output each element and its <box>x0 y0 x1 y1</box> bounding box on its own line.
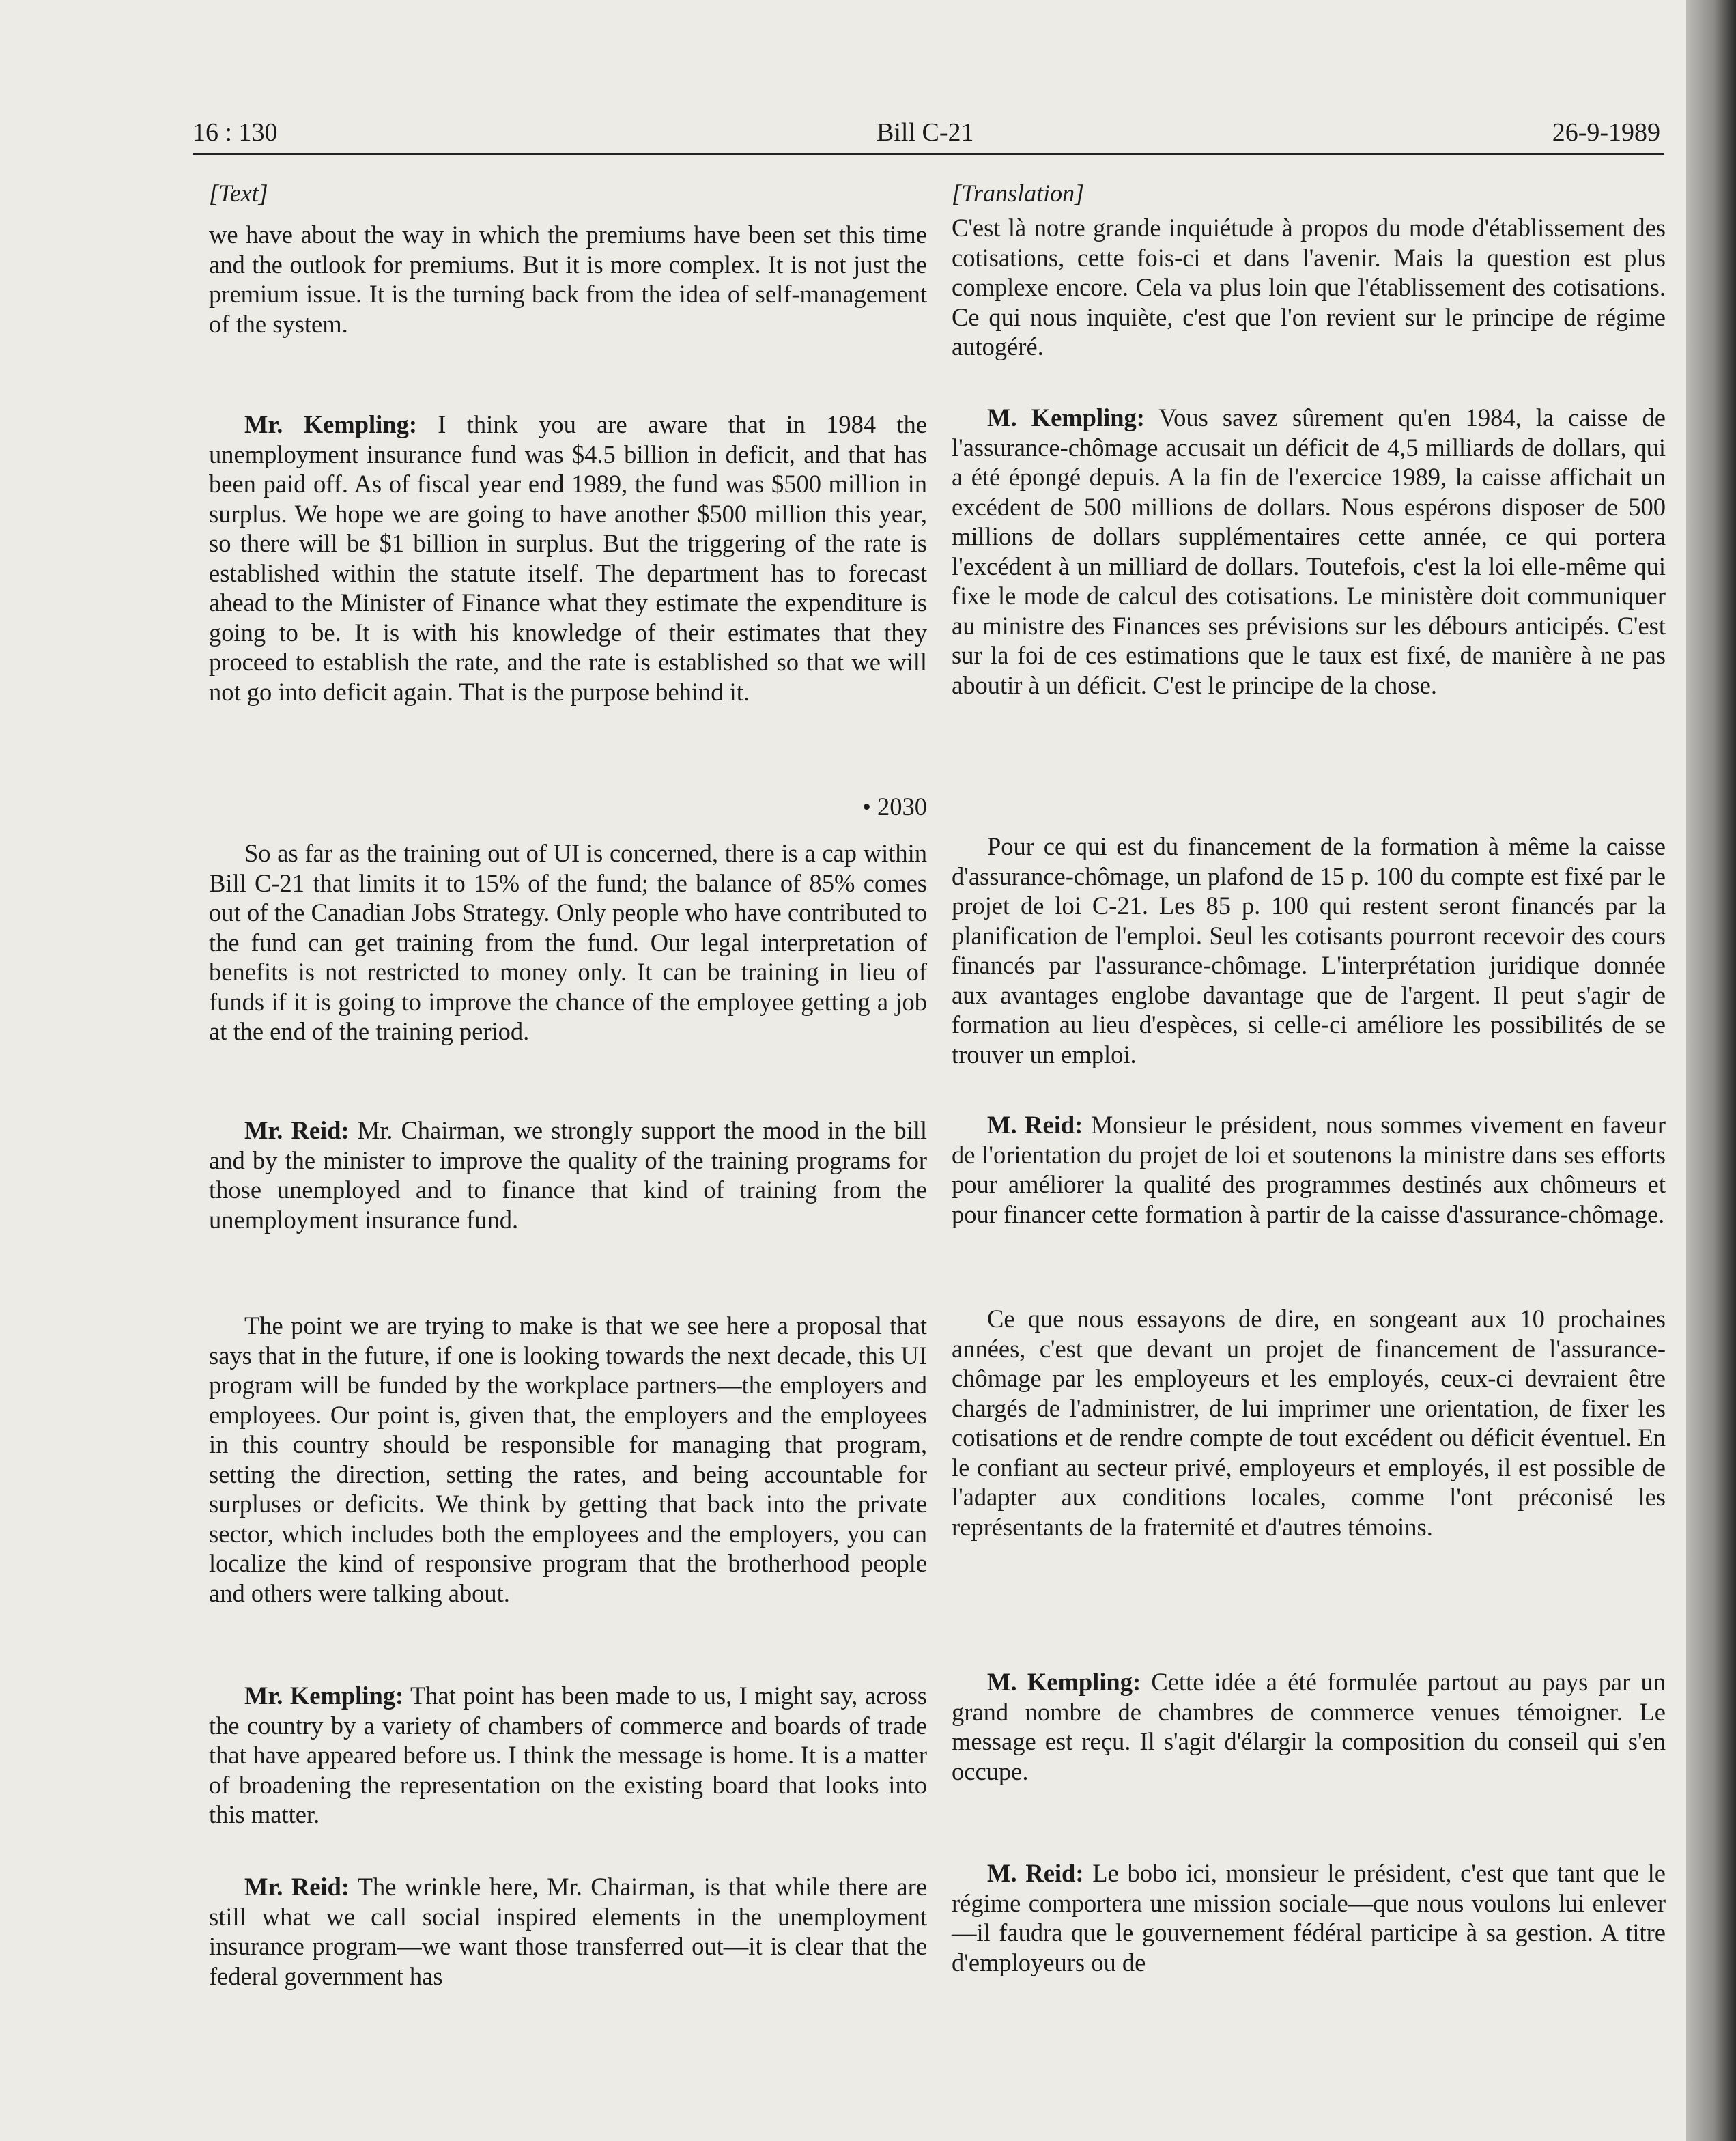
translation-label: [Translation] <box>952 180 1085 207</box>
speaker-name: Mr. Kempling: <box>244 1682 404 1710</box>
paragraph <box>209 1872 927 1991</box>
speaker-name: M. Reid: <box>987 1859 1084 1887</box>
book-spine-shadow <box>1686 0 1736 2141</box>
sitting-date: 26-9-1989 <box>1552 118 1660 147</box>
paragraph <box>952 403 1666 700</box>
speech-text: I think you are aware that in 1984 the unemployment insurance fund was $4.5 billion in deficit, and that has been paid off. As of fiscal year end 1989, the fund was $500 million in surplus. We hope we are going to have another $500 million this year, so there will be $1 billion in surplus. But the triggering of the rate is established within the statute itself. The department has to forecast ahead to the Minister of Finance what they estimate the expenditure is going to be. It is with his knowledge of their estimates that they proceed to establish the rate, and the rate is established so that we will not go into deficit again. That is the purpose behind it. <box>209 410 927 706</box>
bill-title: Bill C-21 <box>877 118 974 147</box>
speech-text: Vous savez sûrement qu'en 1984, la caisse de l'assurance-chômage accusait un déficit de 4,5 milliards de dollars, qui a été épongé depuis. A la fin de l'exercice 1989, la caisse affichait un excédent de 500 millions de dollars. Nous espérons disposer de 500 millions de dollars supplémentaires cette année, ce qui portera l'excédent à un milliard de dollars. Toutefois, c'est la loi elle-même qui fixe le mode de calcul des cotisations. Le ministère doit communiquer au ministre des Finances ses prévisions sur les débours anticipés. C'est sur la foi de ces estimations que le taux est fixé, de manière à ne pas aboutir à un déficit. C'est le principe de la chose. <box>952 403 1666 699</box>
paragraph <box>952 1110 1666 1229</box>
page-number: 16 : 130 <box>193 118 278 147</box>
speaker-name: Mr. Kempling: <box>244 410 418 438</box>
paragraph: The point we are trying to make is that we see here a proposal that says that in the future, if one is looking towards the next decade, this UI program will be funded by the workplace partners—the employers and employees. Our point is, given that, the employers and the employees in this country should be responsible for managing that program, setting the direction, setting the rates, and being accountable for surpluses or deficits. We think by getting that back into the private sector, which includes both the employees and the employers, you can localize the kind of responsive program that the brotherhood people and others were talking about. <box>209 1311 927 1607</box>
timestamp: • 2030 <box>862 793 927 821</box>
paragraph <box>952 1667 1666 1786</box>
speaker-name: Mr. Reid: <box>244 1873 350 1901</box>
speech-text: Mr. Chairman, we strongly support the mood in the bill and by the minister to improve the quality of the training programs for those unemployed and to finance that kind of training from the unemployment insurance fund. <box>209 1116 927 1234</box>
speaker-name: M. Kempling: <box>987 1668 1141 1696</box>
paragraph: C'est là notre grande inquiétude à propos du mode d'établissement des cotisations, cette fois-ci et dans l'avenir. Mais la question est plus complexe encore. Cela va plus loin que l'établissement des cotisations. Ce qui nous inquiète, c'est que l'on revient sur le principe de régime autogéré. <box>952 214 1666 360</box>
text-label: [Text] <box>209 180 268 207</box>
paragraph: Pour ce qui est du financement de la formation à même la caisse d'assurance-chômage, un plafond de 15 p. 100 du compte est fixé par le projet de loi C-21. Les 85 p. 100 qui restent seront financés par la planification de l'emploi. Seul les cotisants pourront recevoir des cours financés par l'assurance-chômage. L'interprétation juridique donnée aux avantages englobe davantage que de l'argent. Il peut s'agir de formation au lieu d'espèces, si celle-ci améliore les possibilités de se trouver un emploi. <box>952 832 1666 1068</box>
speaker-name: Mr. Reid: <box>244 1116 350 1144</box>
paragraph <box>952 1858 1666 1977</box>
paragraph <box>209 410 927 707</box>
running-head <box>193 117 1660 157</box>
speech-text: Le bobo ici, monsieur le président, c'est que tant que le régime comportera une mission sociale—que nous voulons lui enlever—il faudra que le gouvernement fédéral participe à sa gestion. A titre d'employeurs ou de <box>952 1859 1666 1976</box>
paragraph: we have about the way in which the premiums have been set this time and the outlook for premiums. But it is more complex. It is not just the premium issue. It is the turning back from the idea of self-management of the system. <box>209 221 927 338</box>
paragraph: Ce que nous essayons de dire, en songeant aux 10 prochaines années, c'est que devant un projet de financement de l'assurance-chômage par les employeurs et les employés, ceux-ci devraient être chargés de l'administrer, de lui imprimer une orientation, de fixer les cotisations et de rendre compte de tout excédent ou déficit éventuel. En le confiant au secteur privé, employeurs et employés, il est possible de l'adapter aux conditions locales, comme l'ont préconisé les représentants de la fraternité et d'autres témoins. <box>952 1305 1666 1541</box>
speech-text: The wrinkle here, Mr. Chairman, is that while there are still what we call social inspired elements in the unemployment insurance program—we want those transferred out—it is clear that the federal government has <box>209 1873 927 1990</box>
speaker-name: M. Kempling: <box>987 403 1145 431</box>
header-rule <box>193 153 1664 155</box>
speech-text: Cette idée a été formulée partout au pays par un grand nombre de chambres de commerce venues témoigner. Le message est reçu. Il s'agit d'élargir la composition du conseil qui s'en occupe. <box>952 1668 1666 1785</box>
paragraph: So as far as the training out of UI is concerned, there is a cap within Bill C-21 that limits it to 15% of the fund; the balance of 85% comes out of the Canadian Jobs Strategy. Only people who have contributed to the fund can get training from the fund. Our legal interpretation of benefits is not restricted to money only. It can be training in lieu of funds if it is going to improve the chance of the employee getting a job at the end of the training period. <box>209 839 927 1045</box>
speaker-name: M. Reid: <box>987 1111 1083 1139</box>
paragraph <box>209 1681 927 1830</box>
paragraph <box>209 1116 927 1234</box>
speech-text: Monsieur le président, nous sommes vivement en faveur de l'orientation du projet de loi et soutenons la ministre dans ses efforts pour améliorer la qualité des programmes destinés aux chômeurs et pour financer cette formation à partir de la caisse d'assurance-chômage. <box>952 1111 1666 1228</box>
speech-text: That point has been made to us, I might say, across the country by a variety of chambers of commerce and boards of trade that have appeared before us. I think the message is home. It is a matter of broadening the representation on the existing board that looks into this matter. <box>209 1682 927 1828</box>
